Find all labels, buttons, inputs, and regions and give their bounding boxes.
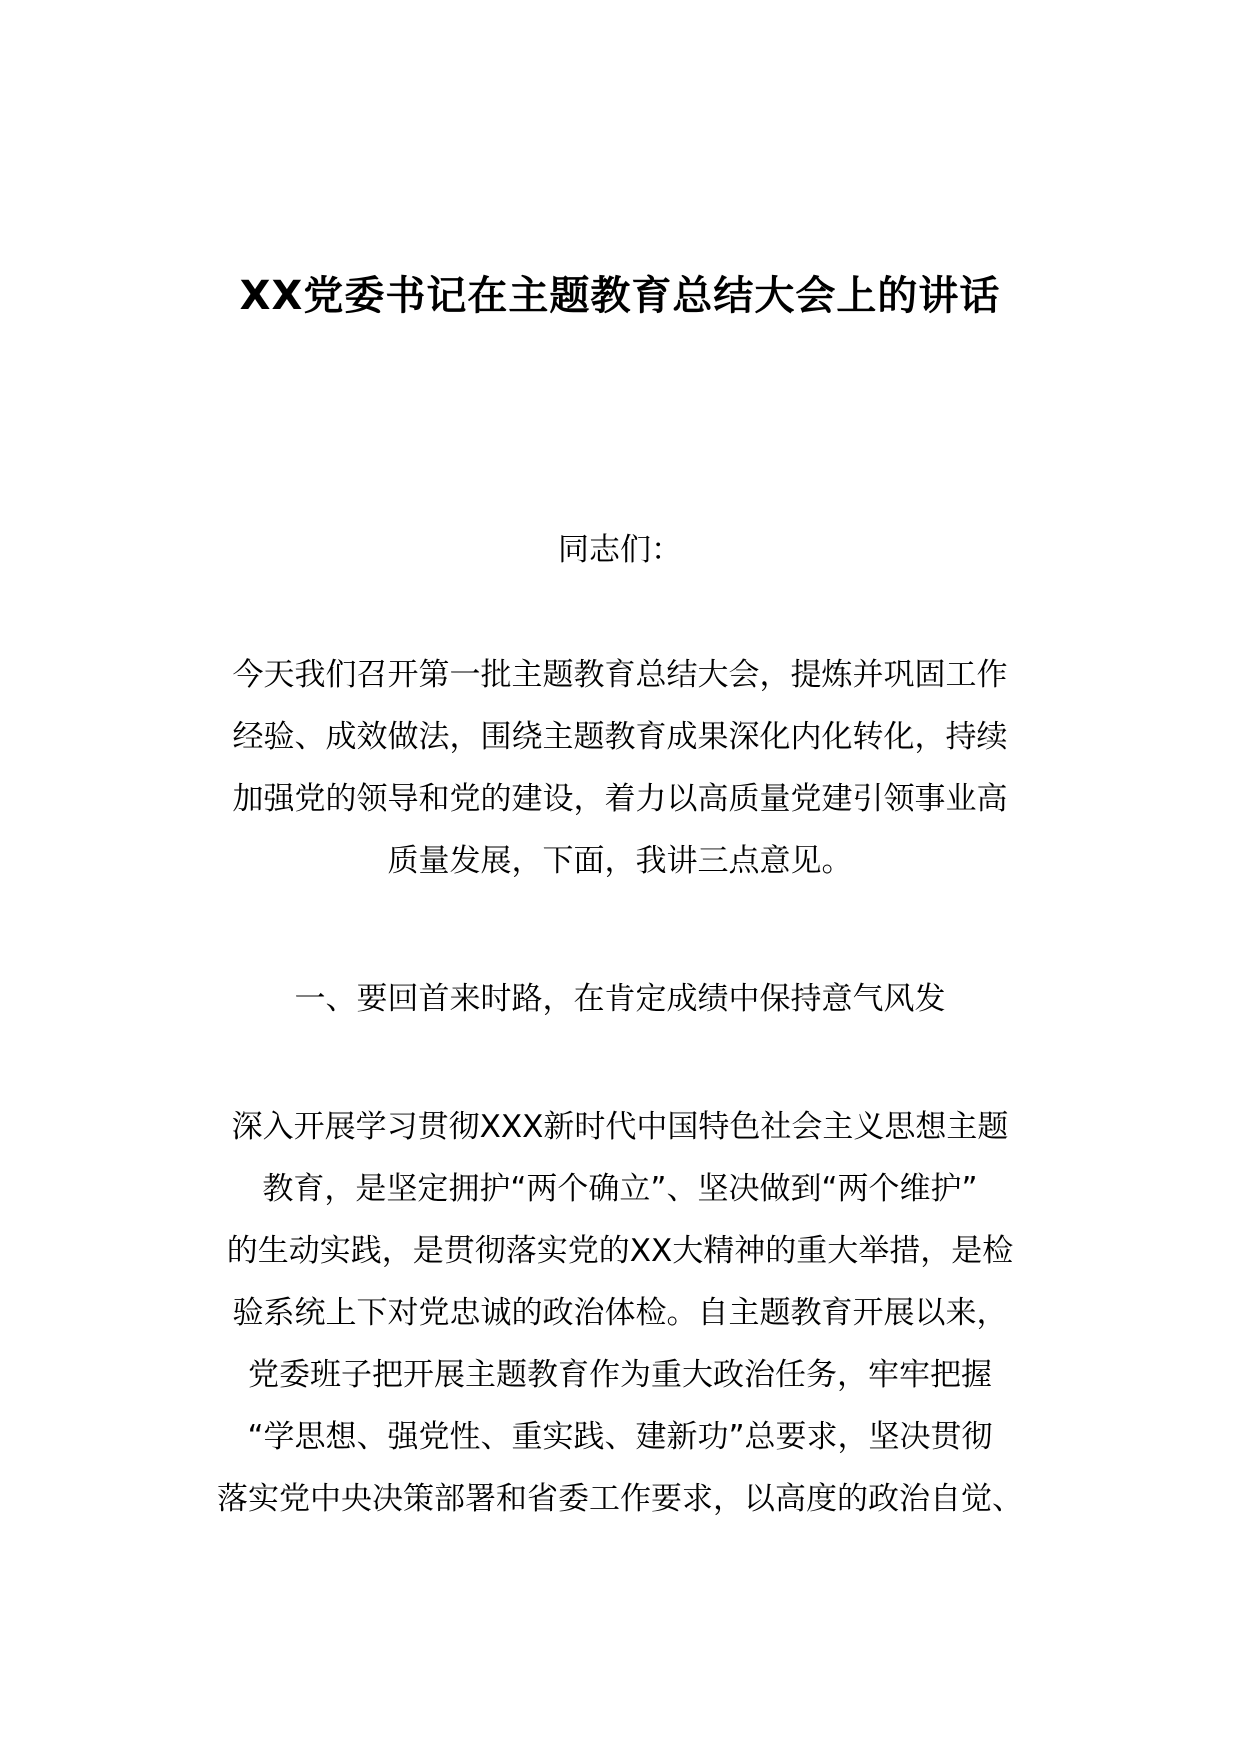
paragraph-line: 质量发展，下面，我讲三点意见。 <box>387 843 853 879</box>
paragraph-line: “学思想、强党性、重实践、建新功”总要求，坚决贯彻 <box>247 1419 993 1455</box>
paragraph-section-1 <box>196 1096 1044 1530</box>
paragraph-opening <box>196 644 1044 892</box>
section-heading-1 <box>196 968 1044 1030</box>
section-heading-text: 一、要回首来时路，在肯定成绩中保持意气风发 <box>294 981 946 1017</box>
paragraph-line: 党委班子把开展主题教育作为重大政治任务，牢牢把握 <box>248 1357 992 1393</box>
paragraph-line: 深入开展学习贯彻XXX新时代中国特色社会主义思想主题 <box>231 1109 1009 1145</box>
paragraph-line: 经验、成效做法，围绕主题教育成果深化内化转化，持续 <box>232 719 1008 755</box>
salutation <box>196 519 1044 581</box>
document-title: XX党委书记在主题教育总结大会上的讲话 <box>239 273 1001 319</box>
salutation-text: 同志们： <box>558 532 682 568</box>
paragraph-line: 今天我们召开第一批主题教育总结大会，提炼并巩固工作 <box>232 657 1008 693</box>
paragraph-line: 落实党中央决策部署和省委工作要求，以高度的政治自觉、 <box>217 1481 1023 1517</box>
paragraph-line: 验系统上下对党忠诚的政治体检。自主题教育开展以来， <box>232 1295 1008 1331</box>
paragraph-line: 教育，是坚定拥护“两个确立”、坚决做到“两个维护” <box>262 1171 978 1207</box>
paragraph-line: 的生动实践，是贯彻落实党的XX大精神的重大举措，是检 <box>226 1233 1014 1269</box>
paragraph-line: 加强党的领导和党的建设，着力以高质量党建引领事业高 <box>232 781 1008 817</box>
